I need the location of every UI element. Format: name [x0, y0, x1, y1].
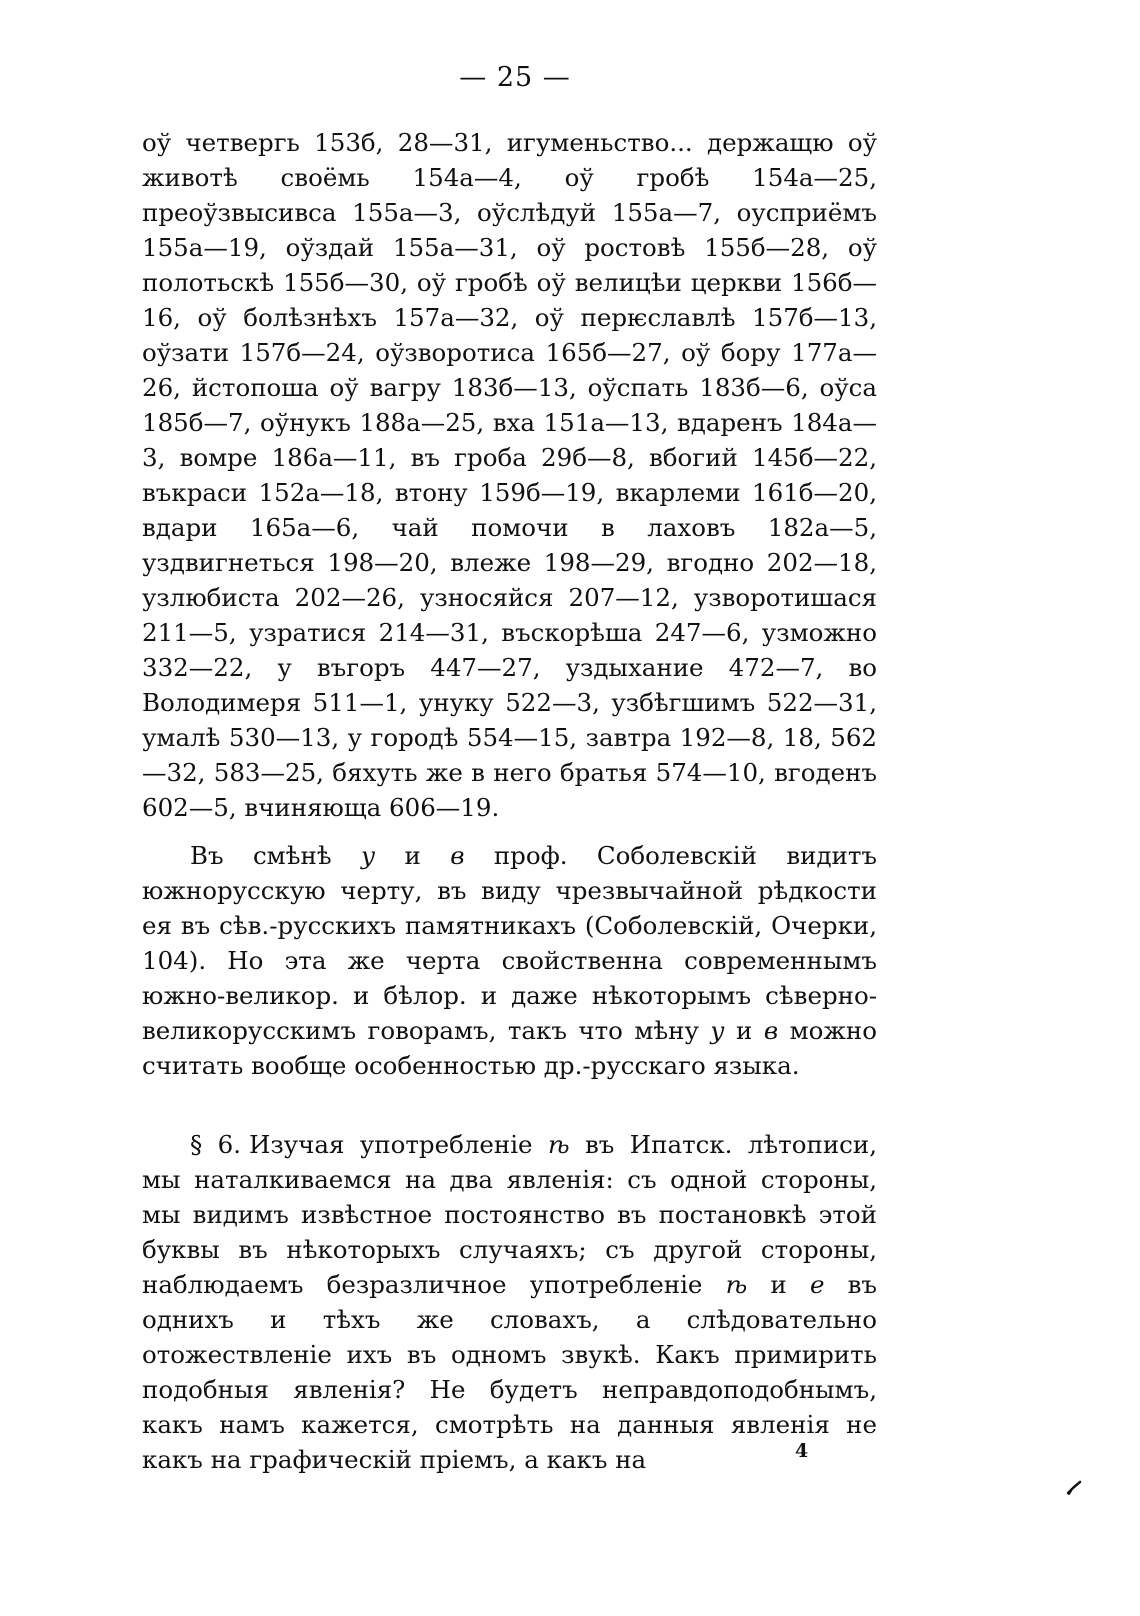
conjunction-second: и — [724, 1016, 764, 1045]
section-conjunction: и — [747, 1270, 810, 1299]
commentary-text-end: можно считать вообще особенностью др.-русскаго языка. — [142, 1016, 877, 1080]
citation-list-block — [142, 125, 877, 825]
ink-mark-icon — [1065, 1478, 1083, 1496]
page-number: — 25 — — [459, 62, 571, 93]
section-text-start: Изучая употребленіе — [249, 1130, 548, 1159]
commentary-block — [142, 838, 877, 1083]
section-text-middle: въ Ипатск. лѣтописи, мы наталкиваемся на два явленія: съ одной стороны, мы видимъ извѣстное постоянство въ постановкѣ этой буквы въ нѣкоторыхъ случаяхъ; съ другой стороны, наблюдаемъ безразличное употребленіе — [142, 1130, 877, 1299]
section-6-paragraph — [142, 1127, 877, 1477]
section-text-end: въ однихъ и тѣхъ же словахъ, а слѣдовательно отожествленіе ихъ въ одномъ звукѣ. Какъ примирить подобныя явленія? Не будетъ неправдоподобнымъ, какъ намъ кажется, смотрѣть на данныя явленія не какъ на графическій пріемъ, а какъ на — [142, 1270, 878, 1474]
letter-e: е — [809, 1270, 825, 1299]
printer-signature: 4 — [795, 1440, 809, 1462]
section-6-block — [142, 1127, 877, 1477]
commentary-text-start: Въ смѣнѣ — [190, 841, 361, 870]
letter-v: в — [450, 841, 465, 870]
letter-u-second: у — [710, 1016, 725, 1045]
letter-u: у — [360, 841, 376, 870]
letter-yat: ѣ — [547, 1130, 570, 1159]
section-heading: § 6. — [190, 1130, 242, 1159]
letter-yat-second: ѣ — [725, 1270, 748, 1299]
letter-v-second: в — [763, 1016, 779, 1045]
commentary-paragraph — [142, 838, 877, 1083]
citation-list-paragraph: оў четвергь 153б, 28—31, игуменьство... держащю оў животѣ своёмь 154а—4, оў гробѣ 154а—25, преоўзвысивса 155а—3, оўслѣдуй 155а—7, оусприёмъ 155а—19, оўздай 155а—31, оў ростовѣ 155б—28, оў полотьскѣ 155б—30, оў гробѣ оў велицѣи церкви 156б—16, оў болѣзнѣхъ 157а—32, оў перѥславлѣ 157б—13, оўзати 157б—24, оўзворотиса 165б—27, оў бору 177а—26, йстопоша оў вагру 183б—13, оўспать 183б—6, оўса 185б—7, оўнукъ 188а—25, вха 151а—13, вдаренъ 184а—3, вомре 186а—11, въ гроба 29б—8, вбогий 145б—22, въкраси 152а—18, втону 159б—19, вкарлеми 161б—20, вдари 165а—6, чай помочи в лаховъ 182а—5, уздвигнеться 198—20, влеже 198—29, вгодно 202—18, узлюбиста 202—26, узносяйся 207—12, узворотишася 211—5, узратися 214—31, въскорѣша 247—6, узможно 332—22, у въгоръ 447—27, уздыхание 472—7, во Володимеря 511—1, унуку 522—3, узбѣгшимъ 522—31, умалѣ 530—13, у городѣ 554—15, завтра 192—8, 18, 562—32, 583—25, бяхуть же в него братья 574—10, вгоденъ 602—5, вчиняюща 606—19. — [142, 128, 877, 822]
commentary-text-middle: проф. Соболевскій видитъ южнорусскую черту, въ виду чрезвычайной рѣдкости ея въ сѣв.-русскихъ памятникахъ (Соболевскій, Очерки, 104). Но эта же черта свойственна современнымъ южно-великор. и бѣлор. и даже нѣкоторымъ сѣверно-великорусскимъ говорамъ, такъ что мѣну — [142, 841, 877, 1045]
conjunction: и — [375, 841, 451, 870]
